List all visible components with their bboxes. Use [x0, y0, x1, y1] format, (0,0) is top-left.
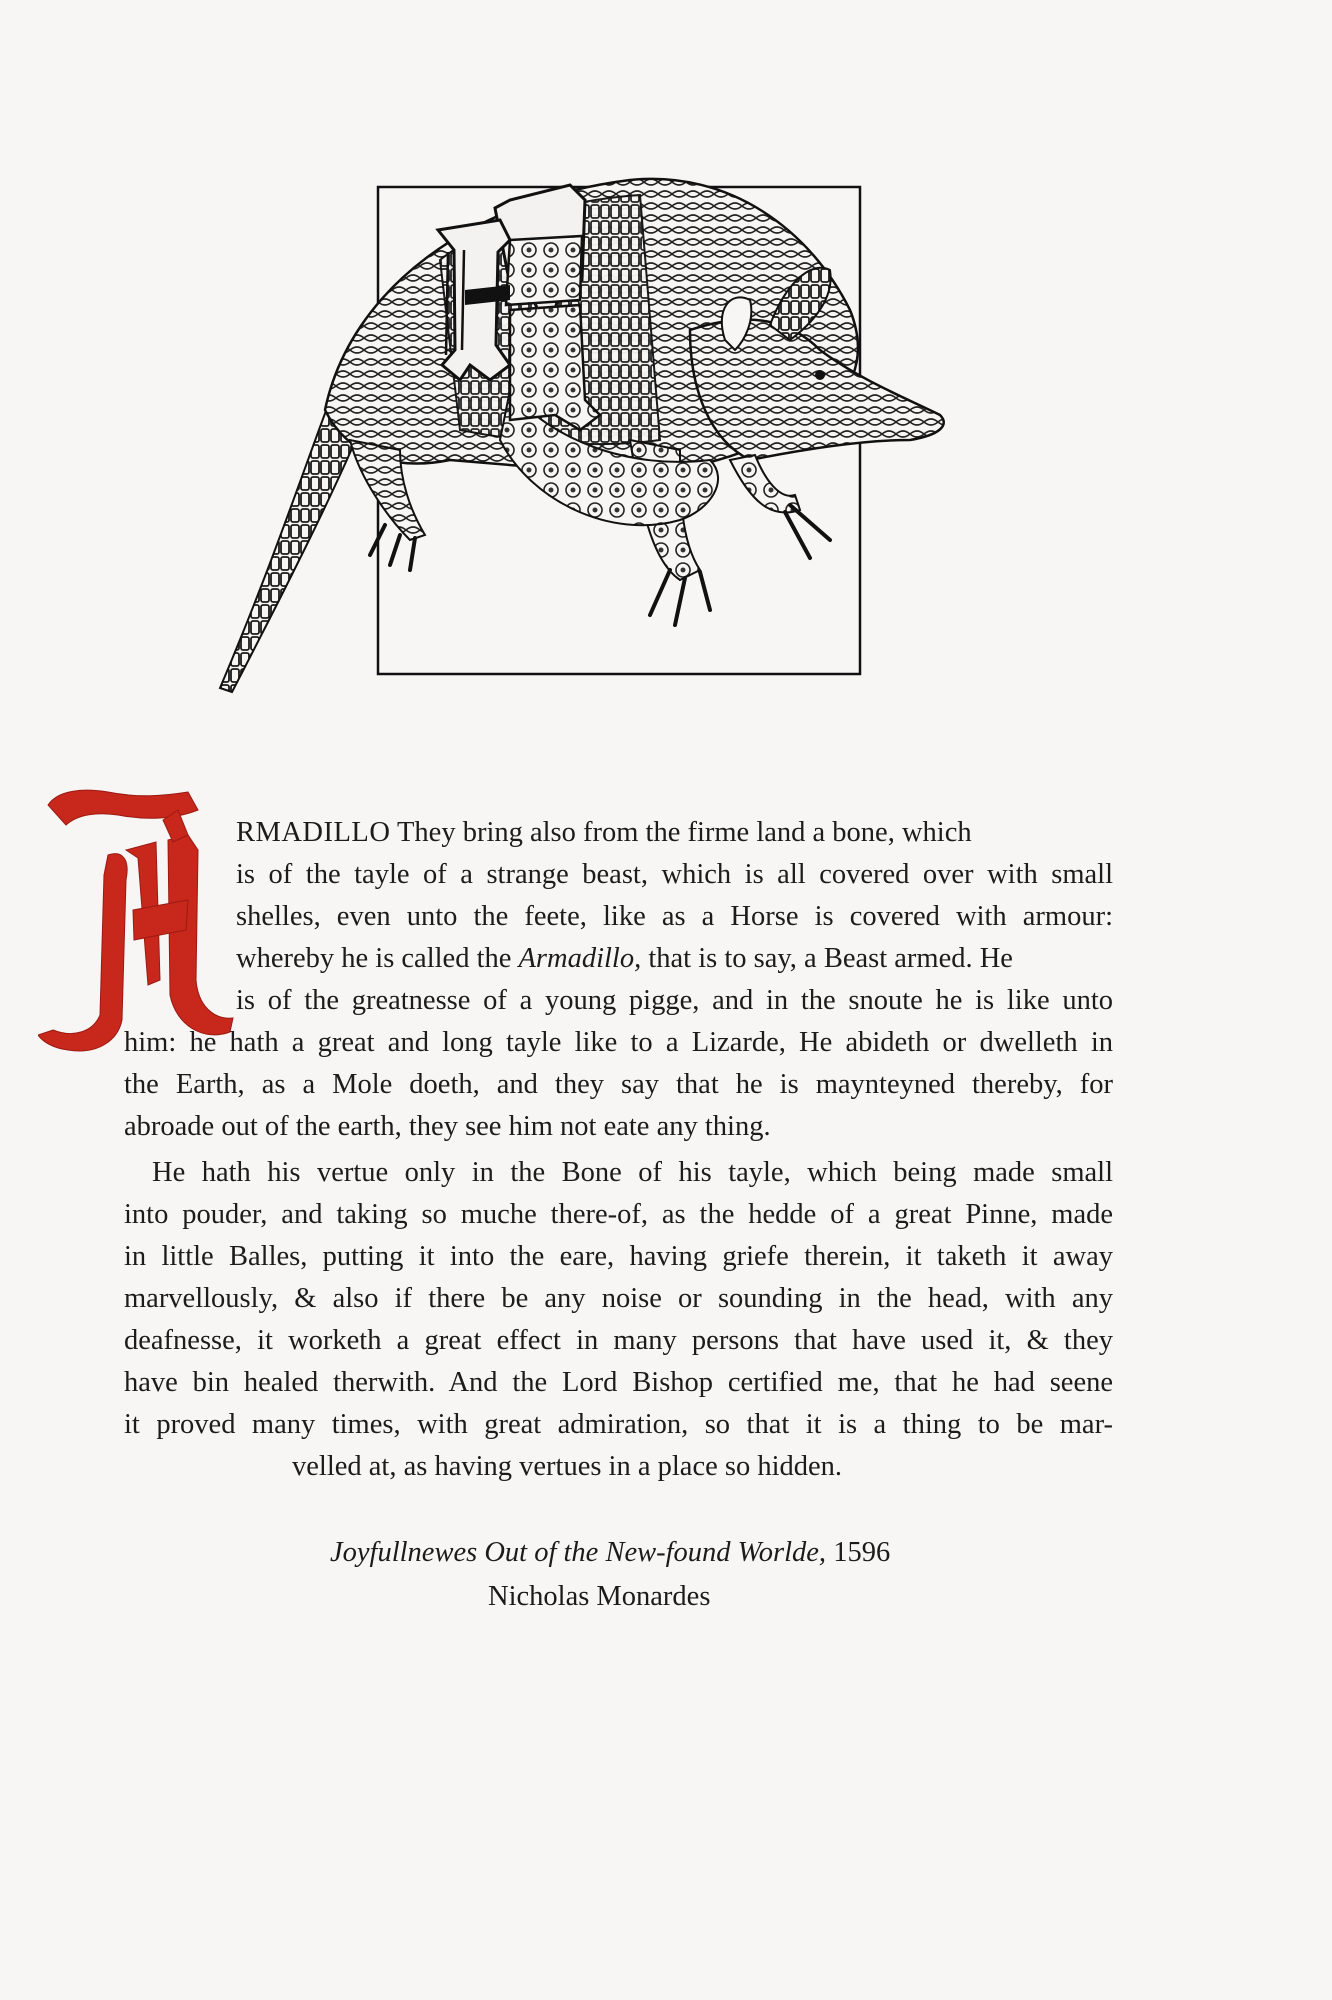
- citation-title: Joyfullnewes Out of the New-found Worlde,: [330, 1537, 827, 1568]
- text-line: whereby he is called the Armadillo, that is to say, a Beast armed. He: [236, 943, 1013, 974]
- text-line: is of the greatnesse of a young pigge, and in the snoute he is like unto: [236, 985, 1113, 1016]
- text-line: have bin healed therwith. And the Lord Bishop certified me, that he had seene: [124, 1367, 1113, 1398]
- text-line: shelles, even unto the feete, like as a Horse is covered with armour:: [236, 901, 1113, 932]
- citation-year: 1596: [833, 1537, 891, 1568]
- italic-term: Armadillo,: [518, 943, 642, 974]
- text-line: him: he hath a great and long tayle like to a Lizarde, He abideth or dwelleth in: [124, 1027, 1113, 1058]
- text-line: He hath his vertue only in the Bone of his tayle, which being made small: [152, 1157, 1113, 1188]
- text-line: deafnesse, it worketh a great effect in many persons that have used it, & they: [124, 1325, 1113, 1356]
- text-line: it proved many times, with great admiration, so that it is a thing to be mar-: [124, 1409, 1113, 1440]
- text-line: in little Balles, putting it into the eare, having griefe therein, it taketh it away: [124, 1241, 1113, 1272]
- text-line: velled at, as having vertues in a place so hidden.: [292, 1451, 843, 1482]
- text-line: abroade out of the earth, they see him not eate any thing.: [124, 1111, 771, 1142]
- text-line: RMADILLO They bring also from the firme land a bone, which: [236, 817, 972, 848]
- lead-word: RMADILLO: [236, 817, 391, 848]
- citation-title-line: [330, 1537, 890, 1569]
- citation-author: Nicholas Monardes: [488, 1581, 711, 1612]
- text-line: is of the tayle of a strange beast, which is all covered over with small: [236, 859, 1113, 890]
- text-line: marvellously, & also if there be any noise or sounding in the head, with any: [124, 1283, 1113, 1314]
- armadillo-illustration: [210, 140, 1030, 720]
- text-line: the Earth, as a Mole doeth, and they say that he is maynteyned thereby, for: [124, 1069, 1113, 1100]
- text-line: into pouder, and taking so muche there-of, as the hedde of a great Pinne, made: [124, 1199, 1113, 1230]
